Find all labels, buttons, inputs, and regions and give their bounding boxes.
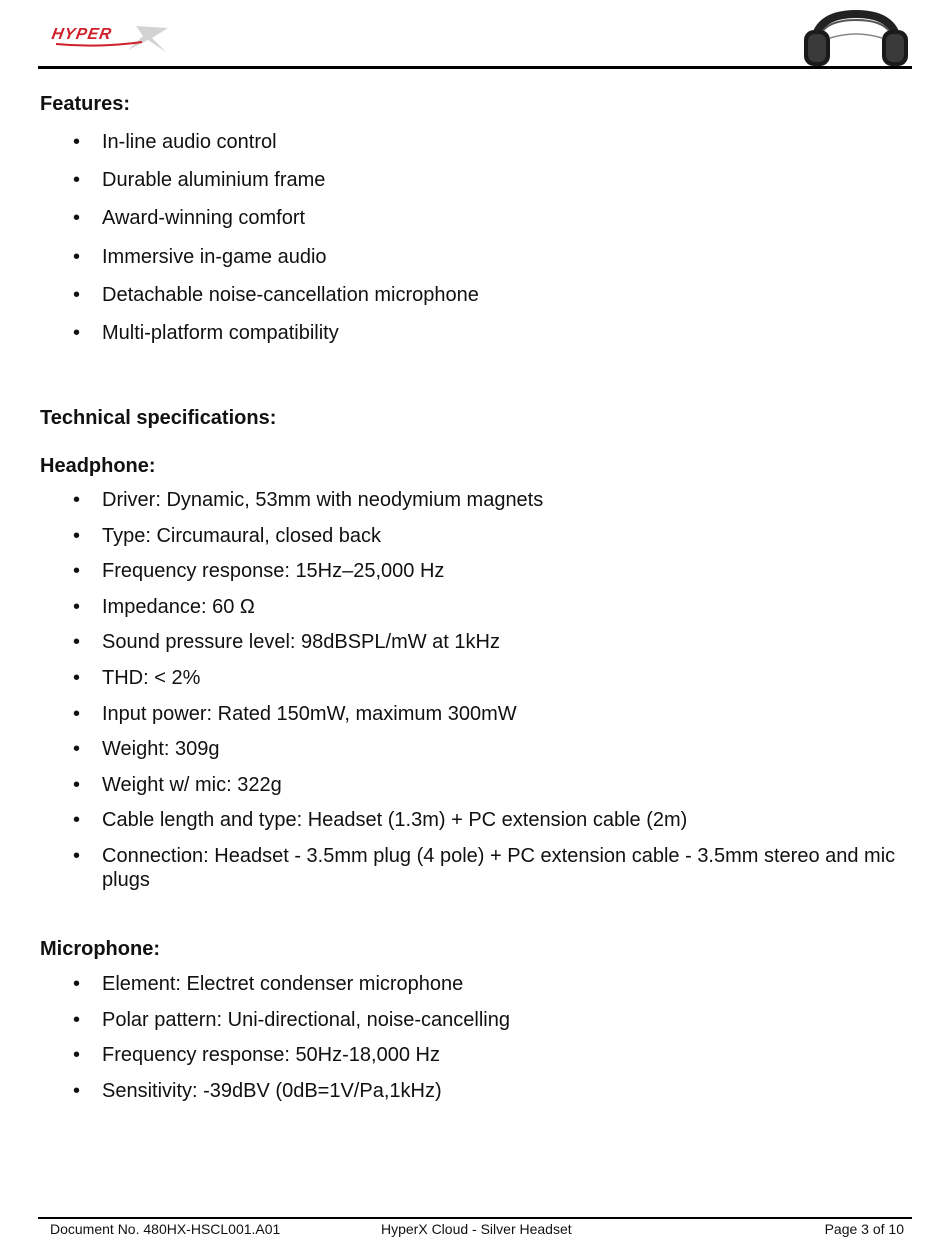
bullet-icon: • bbox=[73, 321, 81, 344]
bullet-icon: • bbox=[73, 245, 81, 268]
list-item: • Immersive in-game audio bbox=[73, 245, 327, 268]
bullet-icon: • bbox=[73, 207, 81, 230]
bullet-icon: • bbox=[73, 131, 81, 153]
headphone-specs-list bbox=[0, 488, 950, 903]
svg-text:HYPER: HYPER bbox=[50, 25, 114, 43]
page-header bbox=[0, 0, 950, 70]
hyperx-logo bbox=[48, 22, 178, 60]
bullet-icon: • bbox=[73, 524, 81, 547]
bullet-icon: • bbox=[73, 283, 81, 306]
footer-rule bbox=[38, 1217, 912, 1219]
bullet-icon: • bbox=[73, 595, 81, 618]
list-item: • Multi-platform compatibility bbox=[73, 321, 339, 344]
bullet-icon: • bbox=[73, 1079, 81, 1102]
list-item: • Award-winning comfort bbox=[73, 207, 306, 230]
list-item: • In-line audio control bbox=[73, 131, 277, 153]
bullet-icon: • bbox=[73, 560, 81, 583]
headset-image bbox=[800, 8, 912, 68]
features-heading: Features: bbox=[40, 93, 131, 115]
microphone-heading: Microphone: bbox=[40, 938, 160, 960]
list-item: • Frequency response: 50Hz-18,000 Hz bbox=[73, 1044, 440, 1066]
list-item: • Weight w/ mic: 322g bbox=[73, 773, 282, 796]
list-item: • Sensitivity: -39dBV (0dB=1V/Pa,1kHz) bbox=[73, 1079, 442, 1102]
bullet-icon: • bbox=[73, 738, 81, 761]
features-list bbox=[0, 130, 950, 359]
microphone-specs-list bbox=[0, 972, 950, 1114]
bullet-icon: • bbox=[73, 973, 81, 995]
footer-page-number: Page 3 of 10 bbox=[824, 1221, 904, 1237]
bullet-icon: • bbox=[73, 169, 81, 192]
technical-specs-heading: Technical specifications: bbox=[40, 407, 277, 429]
list-item: • Driver: Dynamic, 53mm with neodymium magnets bbox=[73, 489, 544, 511]
bullet-icon: • bbox=[73, 631, 81, 654]
list-item: • Polar pattern: Uni-directional, noise-cancelling bbox=[73, 1008, 510, 1031]
headphone-heading: Headphone: bbox=[40, 455, 156, 477]
bullet-icon: • bbox=[73, 844, 81, 867]
header-rule bbox=[38, 66, 912, 69]
bullet-icon: • bbox=[73, 489, 81, 511]
bullet-icon: • bbox=[73, 773, 81, 796]
list-item: • Connection: Headset - 3.5mm plug (4 pole) + PC extension cable - 3.5mm stereo and mic plugs bbox=[73, 844, 896, 891]
bullet-icon: • bbox=[73, 1008, 81, 1031]
bullet-icon: • bbox=[73, 809, 81, 832]
list-item: • Cable length and type: Headset (1.3m) + PC extension cable (2m) bbox=[73, 809, 688, 832]
list-item: • Detachable noise-cancellation microphone bbox=[73, 283, 479, 306]
list-item: • Frequency response: 15Hz–25,000 Hz bbox=[73, 560, 445, 583]
footer-title: HyperX Cloud - Silver Headset bbox=[381, 1221, 572, 1237]
list-item: • Impedance: 60 Ω bbox=[73, 595, 255, 618]
list-item: • Sound pressure level: 98dBSPL/mW at 1kHz bbox=[73, 631, 500, 654]
list-item: • Input power: Rated 150mW, maximum 300mW bbox=[73, 702, 517, 725]
bullet-icon: • bbox=[73, 1044, 81, 1066]
list-item: • Durable aluminium frame bbox=[73, 169, 326, 192]
list-item: • THD: < 2% bbox=[73, 666, 201, 689]
bullet-icon: • bbox=[73, 702, 81, 725]
bullet-icon: • bbox=[73, 666, 81, 689]
list-item: • Element: Electret condenser microphone bbox=[73, 973, 464, 995]
list-item: • Weight: 309g bbox=[73, 738, 220, 761]
list-item: • Type: Circumaural, closed back bbox=[73, 524, 382, 547]
footer-document-number: Document No. 480HX-HSCL001.A01 bbox=[50, 1221, 281, 1237]
